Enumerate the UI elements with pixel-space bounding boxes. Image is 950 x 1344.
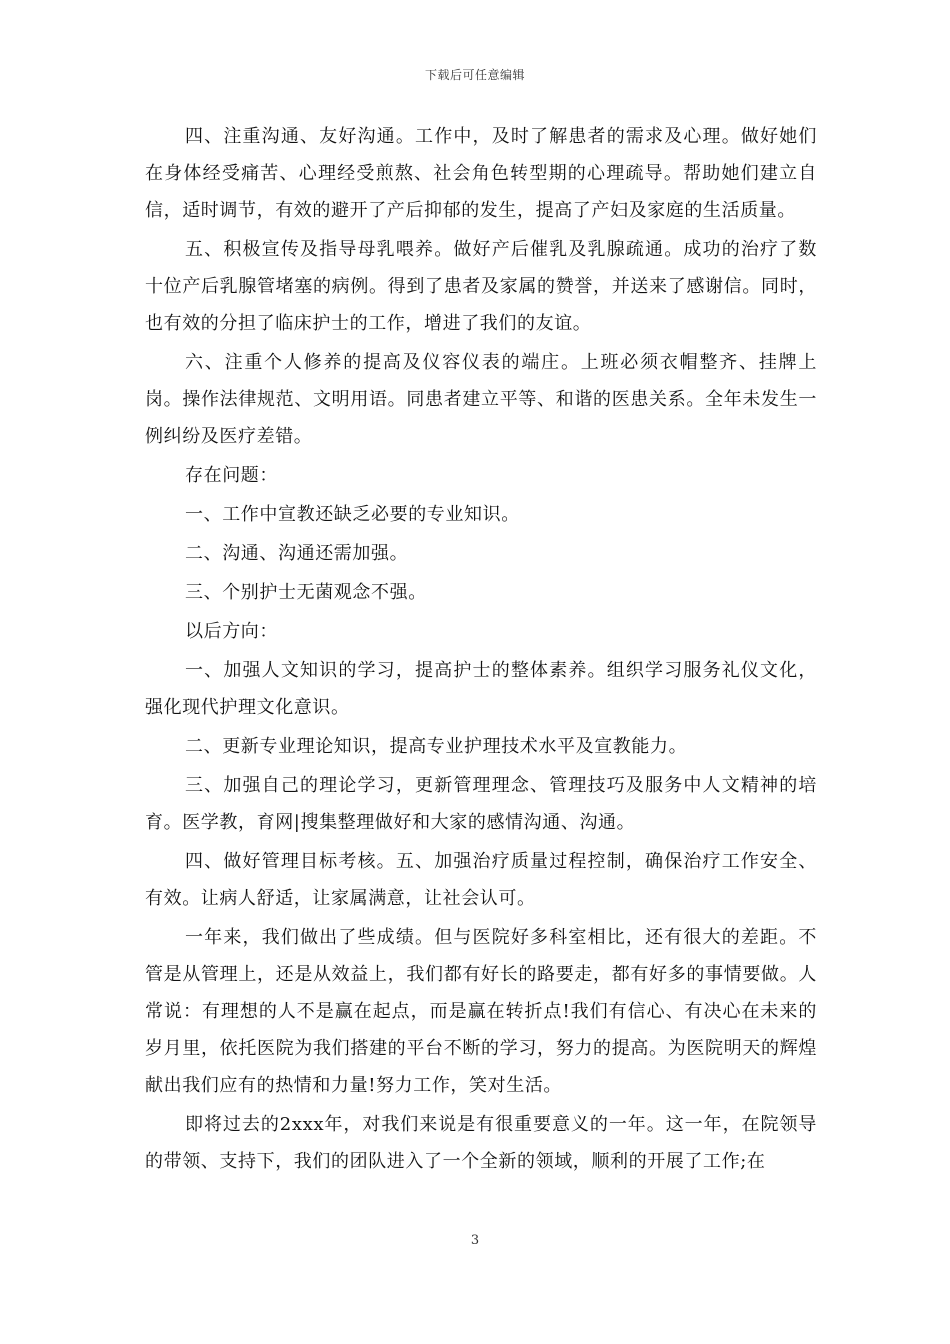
direction-item-3: 三、加强自己的理论学习，更新管理理念、管理技巧及服务中人文精神的培育。医学教，育网|搜集整理做好和大家的感情沟通、沟通。	[145, 775, 817, 833]
section-heading-problems: 存在问题：	[185, 465, 278, 486]
paragraph-year-summary: 一年来，我们做出了些成绩。但与医院好多科室相比，还有很大的差距。不管是从管理上，还是从效益上，我们都有好长的路要走，都有好多的事情要做。人常说：有理想的人不是赢在起点，而是赢在转折点!我们有信心、有决心在未来的岁月里，依托医院为我们搭建的平台不断的学习，努力的提高。为医院明天的辉煌献出我们应有的热情和力量!努力工作，笑对生活。	[145, 927, 817, 1096]
page-number: 3	[470, 1233, 480, 1248]
problem-item-2: 二、沟通、沟通还需加强。	[185, 543, 409, 564]
paragraph-self-cultivation: 六、注重个人修养的提高及仪容仪表的端庄。上班必须衣帽整齐、挂牌上岗。操作法律规范、文明用语。同患者建立平等、和谐的医患关系。全年未发生一例纠纷及医疗差错。	[145, 352, 817, 447]
page-header: 下载后可任意编辑	[424, 68, 525, 82]
problem-item-1: 一、工作中宣教还缺乏必要的专业知识。	[185, 504, 520, 525]
direction-item-2: 二、更新专业理论知识，提高专业护理技术水平及宣教能力。	[185, 736, 688, 757]
section-heading-directions: 以后方向：	[185, 621, 278, 642]
direction-item-4: 四、做好管理目标考核。五、加强治疗质量过程控制，确保治疗工作安全、有效。让病人舒适，让家属满意，让社会认可。	[145, 851, 817, 909]
direction-item-1: 一、加强人文知识的学习，提高护士的整体素养。组织学习服务礼仪文化，强化现代护理文化意识。	[145, 660, 817, 718]
paragraph-communication: 四、注重沟通、友好沟通。工作中，及时了解患者的需求及心理。做好她们在身体经受痛苦、心理经受煎熬、社会角色转型期的心理疏导。帮助她们建立自信，适时调节，有效的避开了产后抑郁的发生，提高了产妇及家庭的生活质量。	[145, 126, 817, 221]
problem-item-3: 三、个别护士无菌观念不强。	[185, 582, 427, 603]
document-body	[145, 118, 817, 1182]
paragraph-breastfeeding: 五、积极宣传及指导母乳喂养。做好产后催乳及乳腺疏通。成功的治疗了数十位产后乳腺管堵塞的病例。得到了患者及家属的赞誉，并送来了感谢信。同时，也有效的分担了临床护士的工作，增进了我们的友谊。	[145, 239, 817, 334]
paragraph-closing-year: 即将过去的2xxx年，对我们来说是有很重要意义的一年。这一年，在院领导的带领、支持下，我们的团队进入了一个全新的领域，顺利的开展了工作;在	[145, 1114, 817, 1172]
